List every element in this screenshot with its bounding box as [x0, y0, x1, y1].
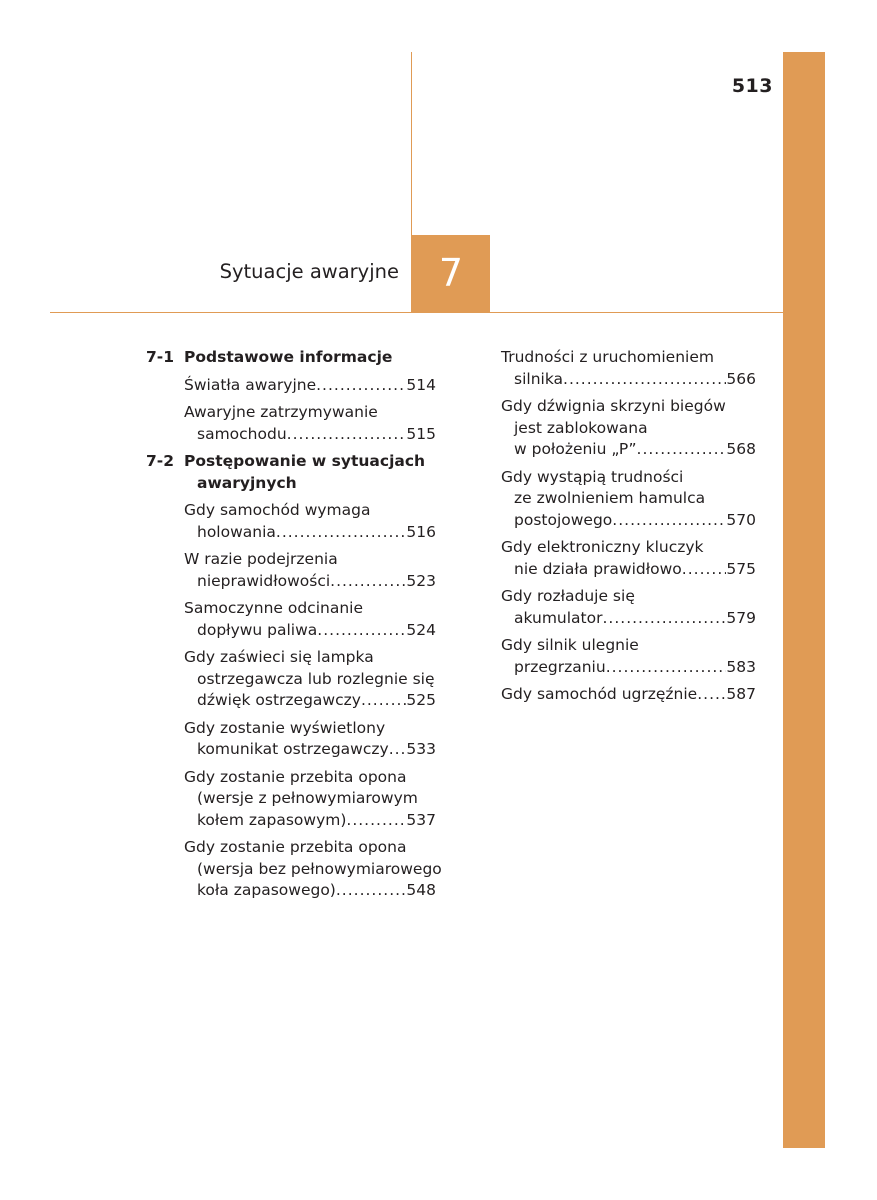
entry-text: kołem zapasowym)	[197, 810, 347, 829]
entry-text: komunikat ostrzegawczy	[197, 740, 389, 758]
dot-leader	[361, 690, 406, 712]
toc-entry-lampka-ostrzegawcza[interactable]	[184, 647, 436, 712]
dot-leader	[697, 684, 726, 706]
toc-entry-swiatla-awaryjne[interactable]	[184, 375, 436, 397]
entry-line: Gdy wystąpią trudności	[501, 467, 684, 486]
entry-text: nie działa prawidłowo	[514, 559, 682, 578]
toc-entry-last-line	[501, 608, 756, 630]
entry-text: Światła awaryjne	[184, 375, 317, 394]
entry-line: Awaryjne zatrzymywanie	[184, 403, 378, 421]
toc-entry-przegrzanie[interactable]	[501, 635, 756, 678]
entry-text: Gdy samochód ugrzęźnie	[501, 685, 698, 703]
entry-text: akumulator	[514, 608, 603, 627]
entry-page: 548	[406, 881, 436, 899]
entry-line: (wersje z pełnowymiarowym	[197, 789, 418, 807]
page-number: 513	[731, 75, 773, 97]
toc-section-7-1	[146, 347, 436, 369]
entry-text: postojowego	[514, 510, 613, 529]
dot-leader	[602, 608, 726, 630]
toc-entry-last-line	[501, 369, 756, 391]
toc-entry-last-line	[501, 684, 756, 706]
dot-leader	[317, 620, 406, 642]
entry-page: 523	[406, 571, 436, 590]
entry-line: Gdy dźwignia skrzyni biegów	[501, 397, 726, 415]
entry-page: 568	[726, 440, 756, 458]
entry-page: 579	[726, 608, 756, 627]
toc-entry-opona-bez-pelnowymiarowego[interactable]	[184, 837, 442, 902]
toc-entry-last-line	[184, 522, 436, 544]
entry-text: samochodu	[197, 424, 287, 443]
toc-entry-last-line	[184, 375, 436, 397]
toc-section-7-2	[146, 451, 436, 494]
entry-line: Gdy zostanie wyświetlony	[184, 718, 386, 737]
entry-page: 537	[406, 810, 436, 829]
chapter-side-tab	[783, 52, 825, 1148]
toc-entry-last-line	[184, 739, 436, 761]
chapter-title: Sytuacje awaryjne	[219, 260, 399, 283]
entry-line: Gdy zaświeci się lampka	[184, 648, 374, 666]
section-number: 7-2	[146, 452, 175, 470]
toc-entry-last-line	[184, 424, 436, 446]
entry-line: jest zablokowana	[514, 418, 648, 437]
dot-leader	[346, 810, 406, 832]
toc-entry-opona-pelnowymiarowe[interactable]	[184, 767, 436, 832]
dot-leader	[637, 439, 727, 461]
section-number: 7-1	[146, 348, 175, 366]
entry-line: W razie podejrzenia	[184, 550, 338, 568]
toc-entry-last-line	[184, 620, 436, 642]
toc-entry-dzwignia-zablokowana[interactable]	[501, 396, 756, 461]
dot-leader	[287, 424, 407, 446]
section-title-line: awaryjnych	[197, 473, 297, 492]
dot-leader	[330, 571, 406, 593]
toc-right-column	[501, 347, 756, 712]
entry-page: 570	[726, 510, 756, 529]
dot-leader	[316, 375, 406, 397]
entry-line: Samoczynne odcinanie	[184, 599, 363, 617]
toc-entry-kluczyk[interactable]	[501, 537, 756, 580]
toc-entry-last-line	[501, 510, 756, 532]
toc-entry-uruchomienie[interactable]	[501, 347, 756, 390]
entry-page: 533	[406, 740, 436, 758]
entry-text: w położeniu „P”	[514, 440, 637, 458]
toc-entry-last-line	[501, 559, 756, 581]
entry-line: ostrzegawcza lub rozlegnie się	[197, 669, 435, 688]
entry-line: ze zwolnieniem hamulca	[514, 489, 706, 507]
entry-text: przegrzaniu	[514, 657, 606, 676]
entry-line: (wersja bez pełnowymiarowego	[197, 859, 442, 878]
entry-text: koła zapasowego)	[197, 881, 336, 899]
dot-leader	[612, 510, 726, 532]
section-title-line: Postępowanie w sytuacjach	[184, 452, 426, 470]
entry-page: 516	[406, 522, 436, 541]
entry-line: Gdy zostanie przebita opona	[184, 767, 407, 786]
section-title	[184, 451, 436, 494]
entry-page: 524	[406, 620, 436, 639]
entry-page: 566	[726, 369, 756, 388]
entry-page: 514	[406, 375, 436, 394]
toc-entry-holowanie[interactable]	[184, 500, 436, 543]
entry-line: Trudności z uruchomieniem	[501, 348, 714, 366]
entry-text: silnika	[514, 369, 564, 388]
entry-line: Gdy samochód wymaga	[184, 501, 371, 519]
toc-entry-nieprawidlowosci[interactable]	[184, 549, 436, 592]
toc-entry-awaryjne-zatrzymywanie[interactable]	[184, 402, 436, 445]
toc-entry-hamulec-postojowy[interactable]	[501, 467, 756, 532]
entry-line: Gdy silnik ulegnie	[501, 636, 639, 654]
toc-entry-odcinanie-paliwa[interactable]	[184, 598, 436, 641]
entry-text: holowania	[197, 522, 276, 541]
header-horizontal-rule	[50, 312, 783, 313]
entry-line: Gdy zostanie przebita opona	[184, 838, 407, 856]
dot-leader	[389, 739, 407, 761]
entry-page: 515	[406, 424, 436, 443]
entry-page: 583	[726, 657, 756, 676]
entry-page: 575	[726, 559, 756, 578]
toc-left-column	[146, 347, 442, 908]
entry-text: dźwięk ostrzegawczy	[197, 691, 361, 709]
section-title: Podstawowe informacje	[184, 348, 393, 366]
entry-text: dopływu paliwa	[197, 620, 318, 639]
entry-line: Gdy rozładuje się	[501, 587, 635, 605]
dot-leader	[276, 522, 407, 544]
toc-entry-last-line	[184, 880, 436, 902]
toc-entry-last-line	[501, 657, 756, 679]
toc-entry-komunikat[interactable]	[184, 718, 436, 761]
toc-entry-last-line	[501, 439, 756, 461]
toc-entry-ugrzeznie[interactable]	[501, 684, 756, 706]
toc-entry-akumulator[interactable]	[501, 586, 756, 629]
chapter-number-box: 7	[412, 235, 490, 312]
toc-entry-last-line	[184, 810, 436, 832]
entry-line: Gdy elektroniczny kluczyk	[501, 538, 704, 556]
toc-entry-last-line	[184, 571, 436, 593]
dot-leader	[563, 369, 726, 391]
toc-entry-last-line	[184, 690, 436, 712]
dot-leader	[336, 880, 407, 902]
entry-text: nieprawidłowości	[197, 571, 331, 590]
entry-page: 525	[406, 691, 436, 709]
dot-leader	[682, 559, 727, 581]
dot-leader	[606, 657, 727, 679]
entry-page: 587	[726, 685, 756, 703]
